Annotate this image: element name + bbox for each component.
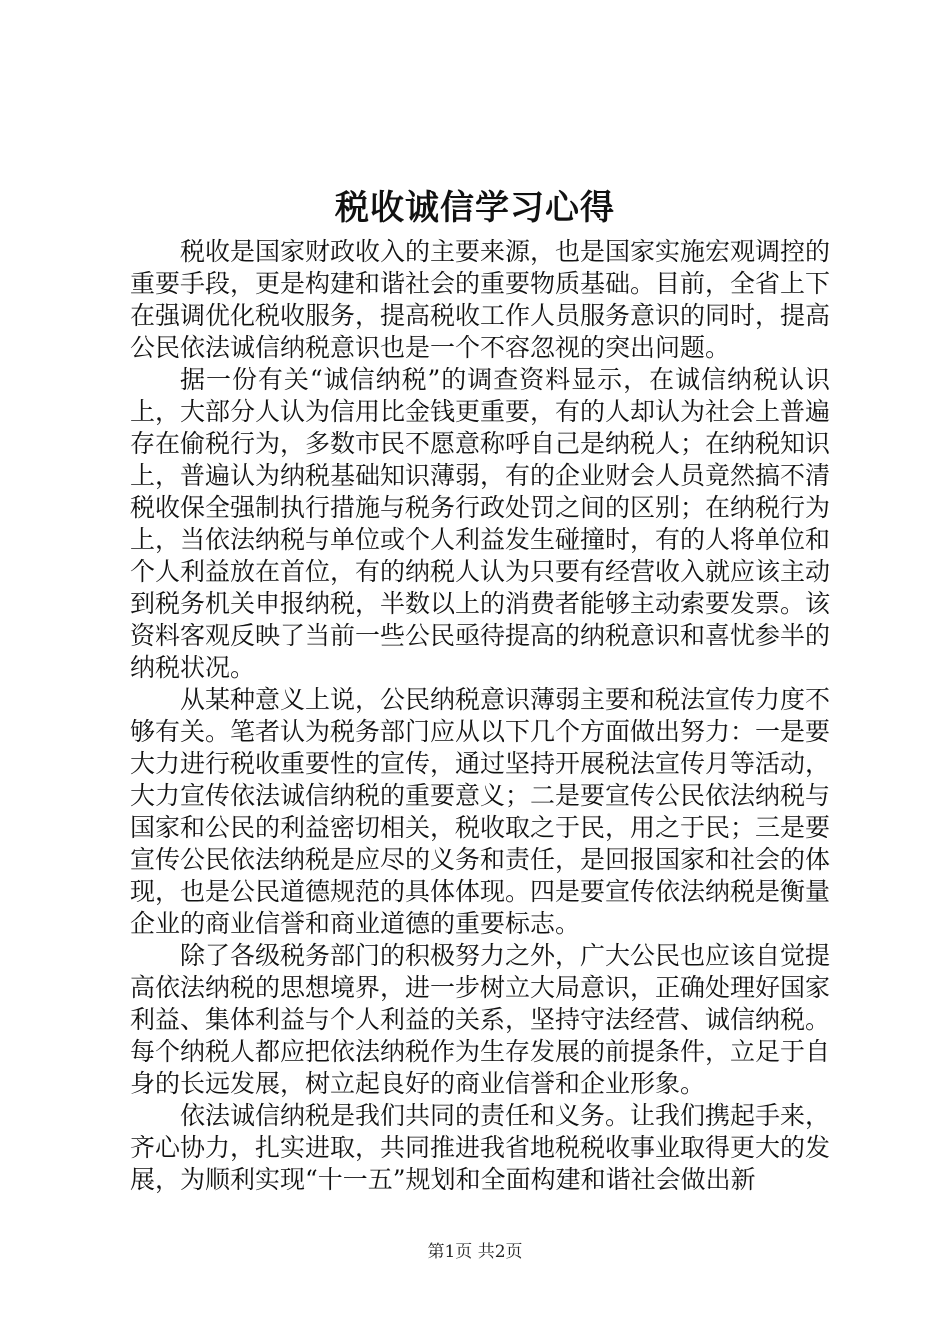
document-title: 税收诚信学习心得 [335,188,615,228]
document-body [130,236,830,1196]
paragraph-3: 从某种意义上说，公民纳税意识薄弱主要和税法宣传力度不够有关。笔者认为税务部门应从以下几个方面做出努力：一是要大力进行税收重要性的宣传，通过坚持开展税法宣传月等活动，大力宣传依法诚信纳税的重要意义；二是要宣传公民依法纳税与国家和公民的利益密切相关，税收取之于民，用之于民；三是要宣传公民依法纳税是应尽的义务和责任，是回报国家和社会的体现，也是公民道德规范的具体体现。四是要宣传依法纳税是衡量企业的商业信誉和商业道德的重要标志。 [130,685,831,938]
paragraph-4: 除了各级税务部门的积极努力之外，广大公民也应该自觉提高依法纳税的思想境界，进一步树立大局意识，正确处理好国家利益、集体利益与个人利益的关系，坚持守法经营、诚信纳税。每个纳税人都应把依法纳税作为生存发展的前提条件，立足于自身的长远发展，树立起良好的商业信誉和企业形象。 [130,941,831,1098]
page-number-footer: 第1页 共2页 [427,1242,523,1262]
paragraph-1: 税收是国家财政收入的主要来源，也是国家实施宏观调控的重要手段，更是构建和谐社会的重要物质基础。目前，全省上下在强调优化税收服务，提高税收工作人员服务意识的同时，提高公民依法诚信纳税意识也是一个不容忽视的突出问题。 [130,237,831,362]
paragraph-5: 依法诚信纳税是我们共同的责任和义务。让我们携起手来，齐心协力，扎实进取，共同推进我省地税税收事业取得更大的发展，为顺利实现“十一五”规划和全面构建和谐社会做出新 [130,1101,831,1194]
paragraph-2: 据一份有关“诚信纳税”的调查资料显示，在诚信纳税认识上，大部分人认为信用比金钱更重要，有的人却认为社会上普遍存在偷税行为，多数市民不愿意称呼自己是纳税人；在纳税知识上，普遍认为纳税基础知识薄弱，有的企业财会人员竟然搞不清税收保全强制执行措施与税务行政处罚之间的区别；在纳税行为上，当依法纳税与单位或个人利益发生碰撞时，有的人将单位和个人利益放在首位，有的纳税人认为只要有经营收入就应该主动到税务机关申报纳税，半数以上的消费者能够主动索要发票。该资料客观反映了当前一些公民亟待提高的纳税意识和喜忧参半的纳税状况。 [130,365,831,682]
